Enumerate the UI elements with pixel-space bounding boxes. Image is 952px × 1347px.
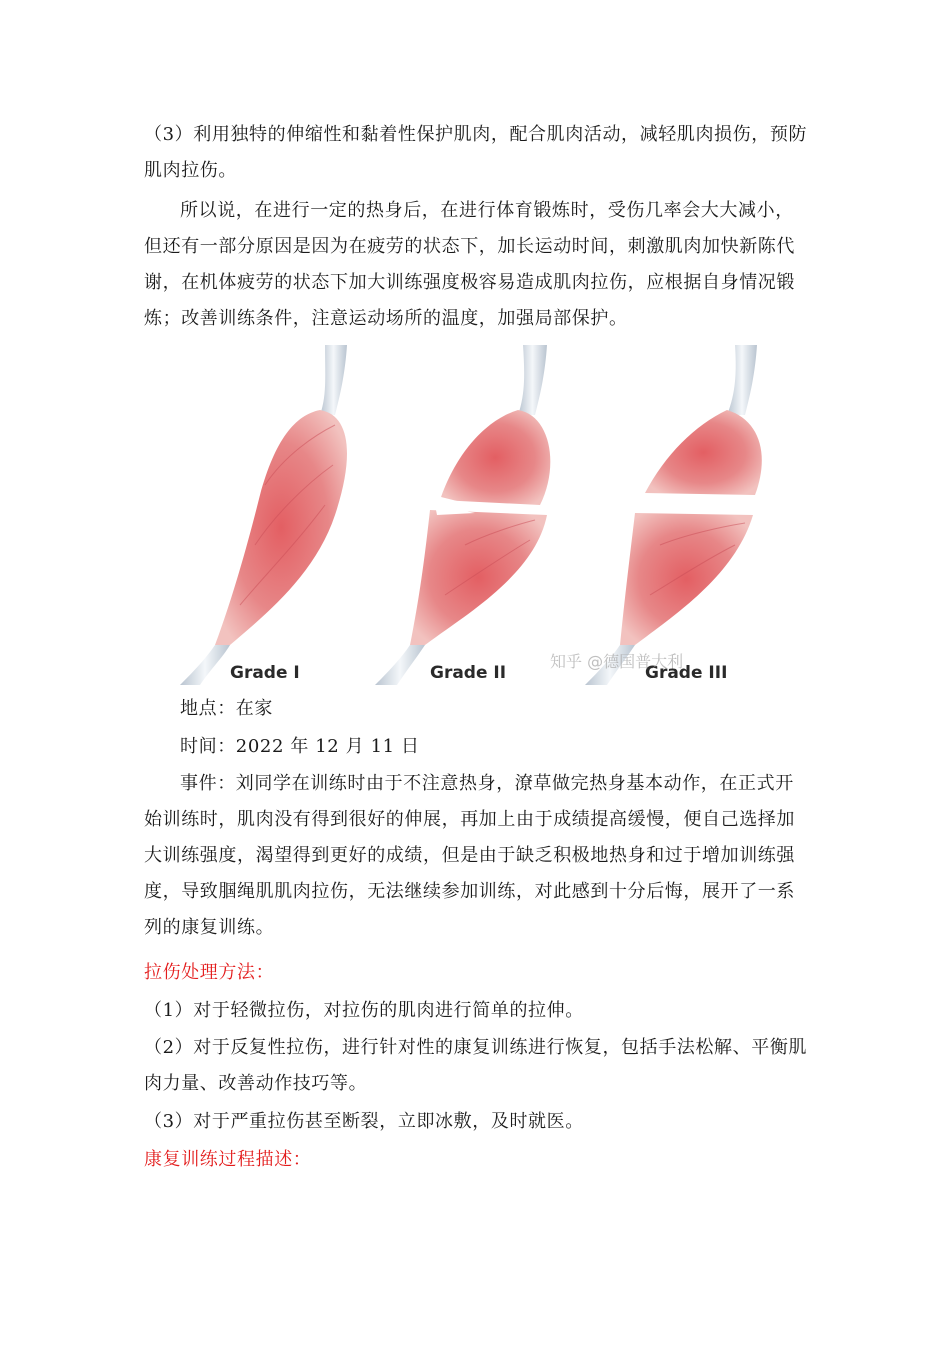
watermark: 知乎 @德国普大利 bbox=[550, 652, 684, 671]
muscle-strain-grades-figure bbox=[175, 345, 775, 685]
heading-treatment: 拉伤处理方法： bbox=[144, 962, 275, 983]
grade-3-label: Grade III bbox=[645, 663, 728, 683]
location-line: 地点：在家 bbox=[180, 698, 273, 719]
paragraph-protect-muscle: （3）利用独特的伸缩性和黏着性保护肌肉，配合肌肉活动，减轻肌肉损伤，预防肌肉拉伤。 bbox=[144, 124, 808, 181]
grade-1-label: Grade I bbox=[230, 663, 300, 683]
treatment-item-2: （2）对于反复性拉伤，进行针对性的康复训练进行恢复，包括手法松解、平衡肌肉力量、改善动作技巧等。 bbox=[144, 1037, 808, 1094]
event-paragraph: 事件：刘同学在训练时由于不注意热身，潦草做完热身基本动作，在正式开始训练时，肌肉没有得到很好的伸展，再加上由于成绩提高缓慢，便自己选择加大训练强度，渴望得到更好的成绩，但是由于缺乏积极地热身和过于增加训练强度，导致腘绳肌肌肉拉伤，无法继续参加训练，对此感到十分后悔，展开了一系列的康复训练。 bbox=[144, 773, 795, 938]
grade-1-muscle bbox=[180, 345, 347, 685]
grade-2-muscle bbox=[375, 345, 550, 685]
grade-3-muscle bbox=[585, 345, 762, 685]
grade-2-label: Grade II bbox=[430, 663, 507, 683]
treatment-item-1: （1）对于轻微拉伤，对拉伤的肌肉进行简单的拉伸。 bbox=[144, 1000, 584, 1021]
heading-rehab: 康复训练过程描述： bbox=[144, 1149, 312, 1170]
treatment-item-3: （3）对于严重拉伤甚至断裂，立即冰敷，及时就医。 bbox=[144, 1111, 584, 1132]
paragraph-warmup-summary: 所以说，在进行一定的热身后，在进行体育锻炼时，受伤几率会大大减小，但还有一部分原因是因为在疲劳的状态下，加长运动时间，刺激肌肉加快新陈代谢，在机体疲劳的状态下加大训练强度极容易造成肌肉拉伤，应根据自身情况锻炼；改善训练条件，注意运动场所的温度，加强局部保护。 bbox=[144, 200, 795, 329]
time-line: 时间：2022 年 12 月 11 日 bbox=[180, 736, 420, 757]
